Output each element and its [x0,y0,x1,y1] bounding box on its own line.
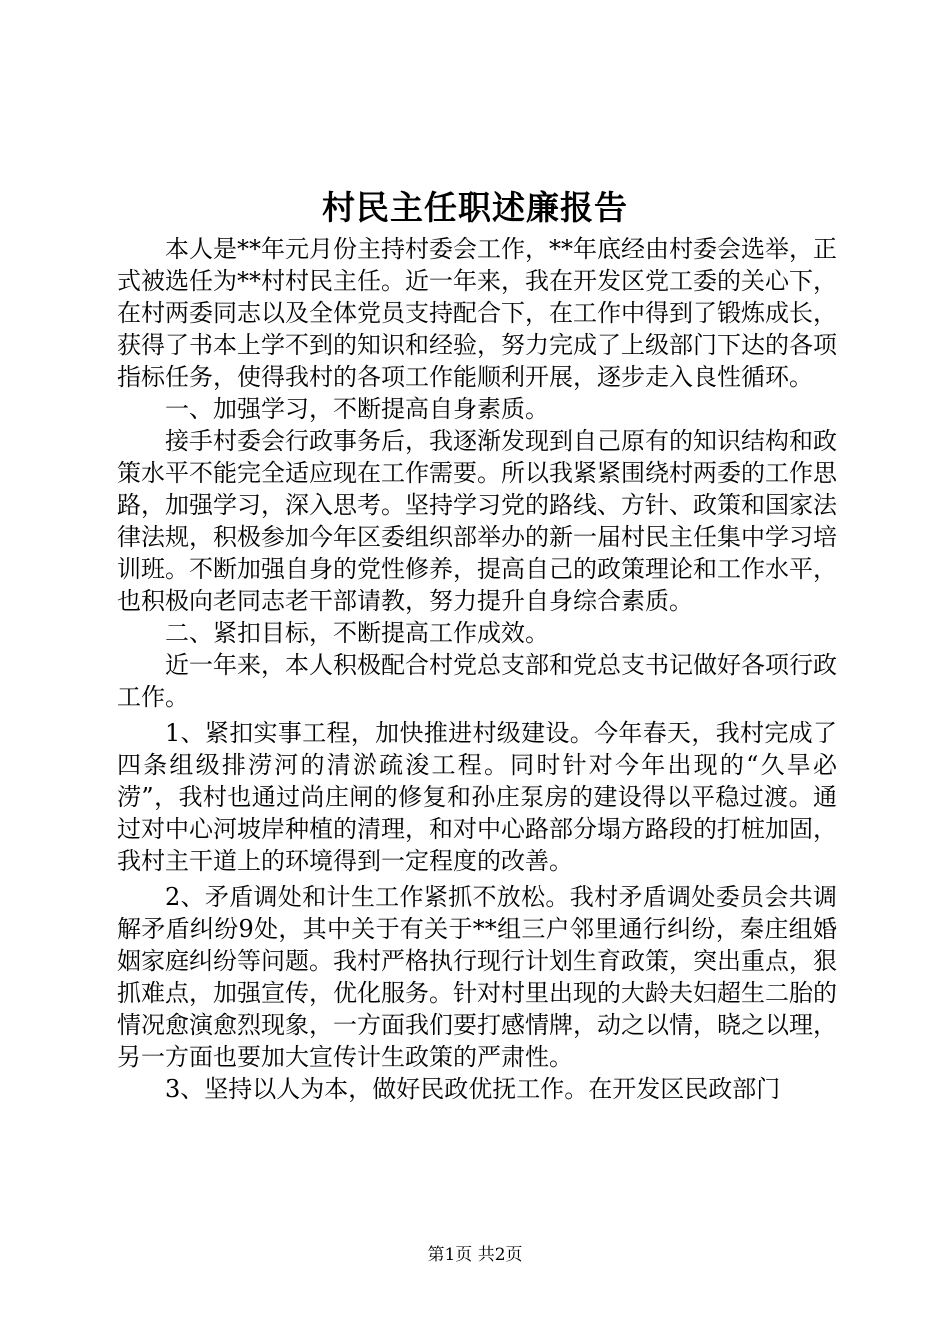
document-title: 村民主任职述廉报告 [322,188,628,227]
section-heading-2: 二、紧扣目标，不断提高工作成效。 [165,619,549,647]
paragraph-item-3: 3、坚持以人为本，做好民政优抚工作。在开发区民政部门 [165,1075,781,1103]
document-body [117,233,837,1105]
page-number-footer: 第1页 共2页 [427,1245,523,1265]
paragraph-intro: 本人是**年元月份主持村委会工作，**年底经由村委会选举，正式被选任为**村村民主任。近一年来，我在开发区党工委的关心下，在村两委同志以及全体党员支持配合下，在工作中得到了锻炼成长，获得了书本上学不到的知识和经验，努力完成了上级部门下达的各项指标任务，使得我村的各项工作能顺利开展，逐步走入良性循环。 [117,235,837,391]
paragraph-item-2: 2、矛盾调处和计生工作紧抓不放松。我村矛盾调处委员会共调解矛盾纠纷9处，其中关于有关于**组三户邻里通行纠纷，秦庄组婚姻家庭纠纷等问题。我村严格执行现行计划生育政策，突出重点，狠抓难点，加强宣传，优化服务。针对村里出现的大龄夫妇超生二胎的情况愈演愈烈现象，一方面我们要打感情牌，动之以情，晓之以理，另一方面也要加大宣传计生政策的严肃性。 [117,883,837,1071]
paragraph-item-1: 1、紧扣实事工程，加快推进村级建设。今年春天，我村完成了四条组级排涝河的清淤疏浚工程。同时针对今年出现的“久旱必涝”，我村也通过尚庄闸的修复和孙庄泵房的建设得以平稳过渡。通过对中心河坡岸种植的清理，和对中心路部分塌方路段的打桩加固，我村主干道上的环境得到一定程度的改善。 [117,719,837,875]
section-heading-1: 一、加强学习，不断提高自身素质。 [165,395,549,423]
paragraph-study: 接手村委会行政事务后，我逐渐发现到自己原有的知识结构和政策水平不能完全适应现在工作需要。所以我紧紧围绕村两委的工作思路，加强学习，深入思考。坚持学习党的路线、方针、政策和国家法律法规，积极参加今年区委组织部举办的新一届村民主任集中学习培训班。不断加强自身的党性修养，提高自己的政策理论和工作水平，也积极向老同志老干部请教，努力提升自身综合素质。 [117,427,837,615]
paragraph-work-summary: 近一年来，本人积极配合村党总支部和党总支书记做好各项行政工作。 [117,651,837,711]
